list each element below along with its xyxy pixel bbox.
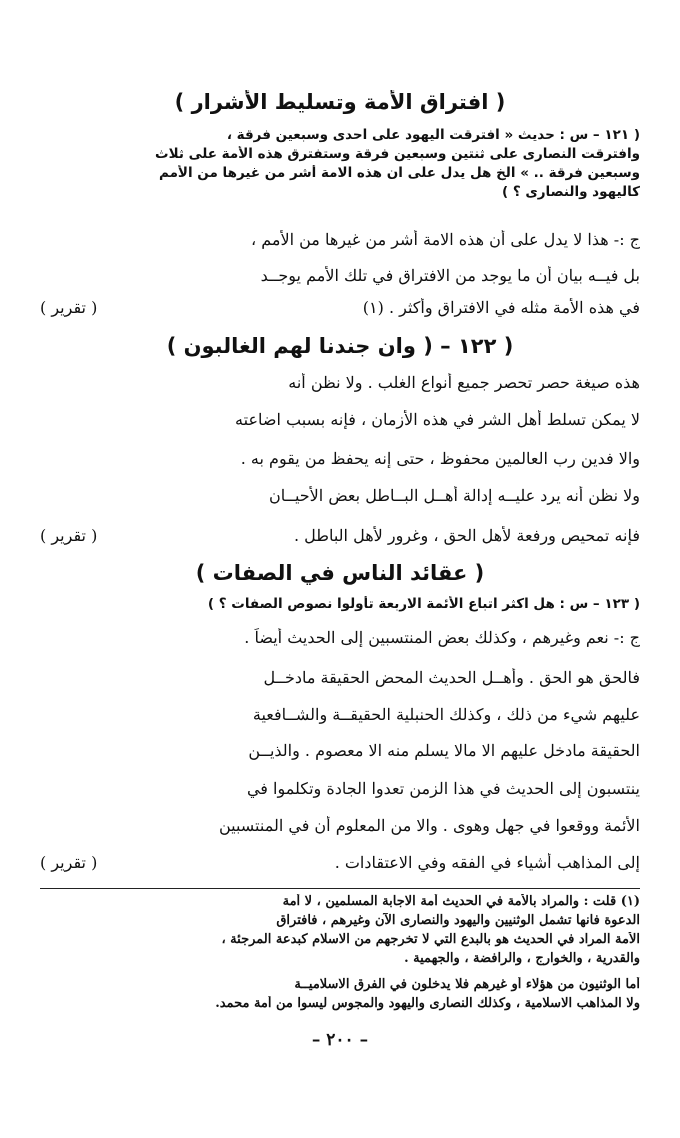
answer-122-line-1: هذه صيغة حصر تحصر جميع أنواع الغلب . ولا نظن أنه [288, 373, 640, 392]
question-121-line-2: وافترقت النصارى على ثنتين وسبعين فرقة وستفترق هذه الأمة على ثلاث [155, 146, 640, 162]
section-heading-3: ( عقائد الناس في الصفات ) [195, 561, 485, 585]
answer-123-line-6: الأئمة ووقعوا في جهل وهوى . والا من المعلوم أن في المنتسبين [218, 816, 640, 835]
taqrir-label-121: ( تقرير ) [40, 298, 98, 317]
answer-122-line-2: لا يمكن تسلط أهل الشر في هذه الأزمان ، فإنه بسبب اضاعته [235, 410, 640, 429]
footnote-line-2: الدعوة فانها تشمل الوثنيين واليهود والنصارى الآن وغيرهم ، فافتراق [276, 913, 640, 928]
answer-121-line-3 [40, 298, 640, 317]
question-121-line-1: ( ١٢١ – س : حديث « افترقت اليهود على احدى وسبعين فرقة ، [226, 127, 640, 143]
taqrir-label-123: ( تقرير ) [40, 853, 98, 872]
footnote-line-1: (١) قلت : والمراد بالأمة في الحديث أمة الاجابة المسلمين ، لا أمة [282, 894, 640, 909]
answer-122-line-5 [40, 526, 640, 545]
section-heading-1: ( افتراق الأمة وتسليط الأشرار ) [174, 90, 506, 114]
answer-122-line-3: والا فدين رب العالمين محفوظ ، حتى إنه يحفظ من يقوم به . [240, 449, 640, 468]
question-121-line-4: كاليهود والنصارى ؟ ) [501, 184, 640, 200]
answer-123-line-7 [40, 853, 640, 872]
answer-123-line-3: عليهم شيء من ذلك ، وكذلك الحنبلية الحقيقــة والشــافعية [252, 705, 640, 724]
footnote-line-4: والقدرية ، والخوارج ، والرافضة ، والجهمية . [404, 951, 640, 966]
answer-123-line-4: الحقيقة مادخل عليهم الا مالا يسلم منه الا معصوم . والذيــن [248, 741, 640, 760]
page-number: – ٢٠٠ – [311, 1030, 369, 1050]
section-heading-2: ( ١٢٢ – ( وان جندنا لهم الغالبون ) [166, 334, 514, 358]
footnote-line-6: ولا المذاهب الاسلامية ، وكذلك النصارى واليهود والمجوس ليسوا من أمة محمد. [215, 996, 640, 1011]
answer-123-line-1: ج :- نعم وغيرهم ، وكذلك بعض المنتسبين إلى الحديث أيضاً . [244, 628, 640, 647]
answer-123-line-5: ينتسبون إلى الحديث في هذا الزمن تعدوا الجادة وتكلموا في [246, 779, 640, 798]
footnote-line-3: الأمة المراد في الحديث هو بالبدع التي لا تخرجهم من الاسلام كبدعة المرجئة ، [221, 932, 640, 947]
answer-121-line-2: بل فيــه بيان أن ما يوجد من الافتراق في تلك الأمم يوجــد [260, 266, 640, 285]
answer-122-line-5-text: فإنه تمحيص ورفعة لأهل الحق ، وغرور لأهل الباطل . [293, 526, 640, 545]
question-123: ( ١٢٣ – س : هل اكثر اتباع الأئمة الاربعة تأولوا نصوص الصفات ؟ ) [207, 596, 640, 612]
answer-123-line-2: فالحق هو الحق . وأهــل الحديث المحض الحقيقة مادخــل [263, 668, 640, 687]
footnote-line-5: أما الوثنيون من هؤلاء أو غيرهم فلا يدخلون في الفرق الاسلاميــة [294, 977, 640, 992]
answer-121-line-3-text: في هذه الأمة مثله في الافتراق وأكثر . (١) [362, 298, 640, 317]
question-121-line-3: وسبعين فرقة .. » الخ هل يدل على ان هذه الامة أشر من غيرها من الأمم [158, 165, 640, 181]
answer-122-line-4: ولا نظن أنه يرد عليــه إدالة أهــل البــاطل بعض الأحيــان [268, 486, 640, 505]
answer-123-line-7-text: إلى المذاهب أشياء في الفقه وفي الاعتقادات . [334, 853, 640, 872]
answer-121-line-1: ج :- هذا لا يدل على أن هذه الامة أشر من غيرها من الأمم ، [251, 230, 640, 249]
footnote-divider [40, 888, 640, 889]
taqrir-label-122: ( تقرير ) [40, 526, 98, 545]
